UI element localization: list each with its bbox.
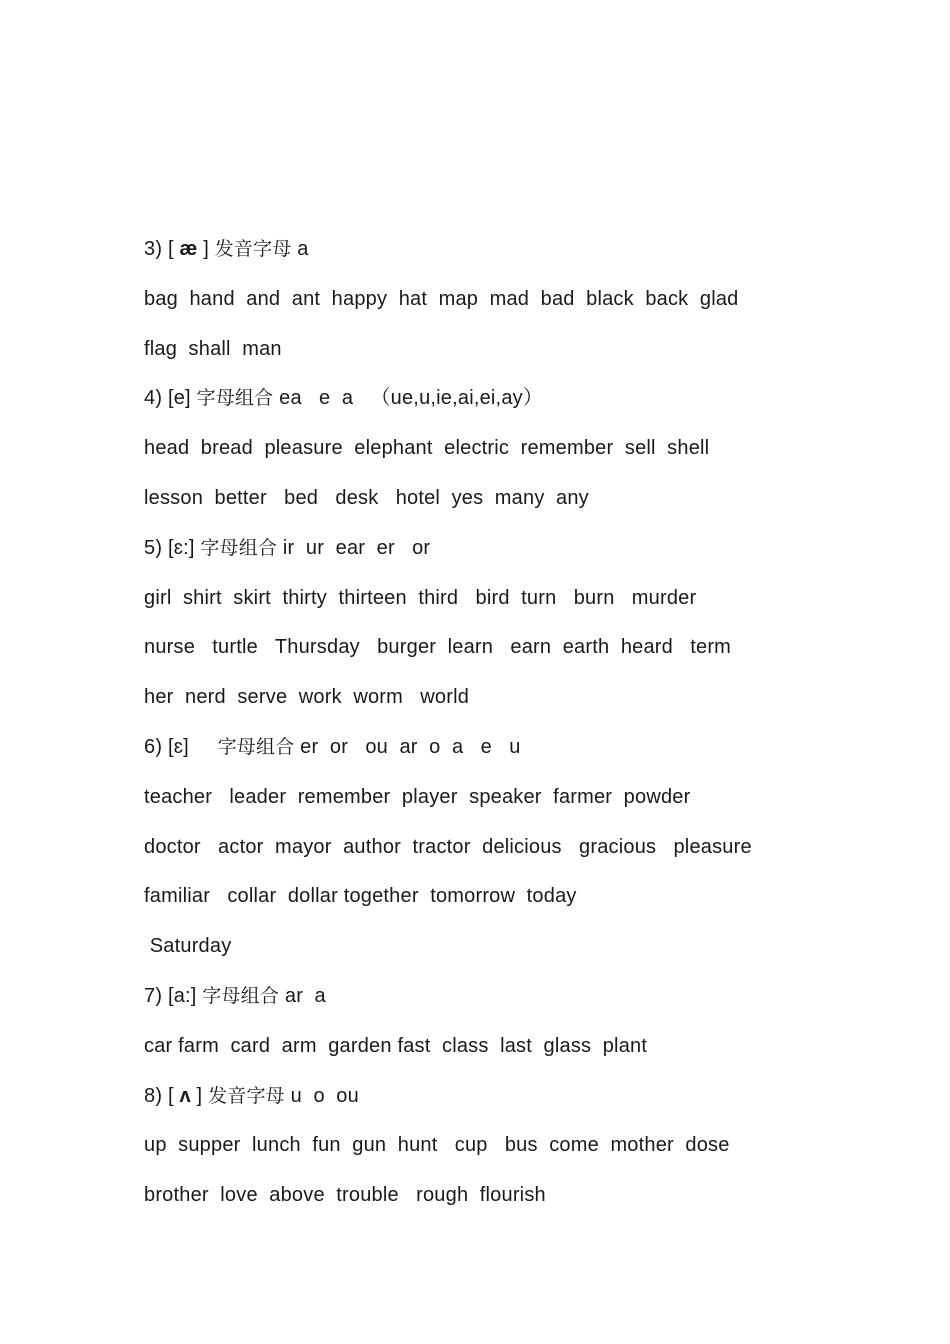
heading-letters: er or ou ar o a e u <box>294 735 521 758</box>
word-list-line: car farm card arm garden fast class last glass plant <box>144 1034 648 1057</box>
phonetic-symbol: æ <box>179 238 198 260</box>
word-list-line: head bread pleasure elephant electric remember sell shell <box>144 437 710 460</box>
document-page <box>144 230 844 1226</box>
section-heading-5 <box>144 529 844 579</box>
phonetic-symbol: ʌ <box>179 1084 191 1107</box>
word-list-line: Saturday <box>144 935 232 958</box>
heading-bracket: ] <box>190 1084 209 1107</box>
word-list-line: girl shirt skirt thirty thirteen third bird turn burn murder <box>144 586 697 609</box>
heading-prefix: 5) [ɛ:] <box>144 536 201 559</box>
word-list-line: doctor actor mayor author tractor delicious gracious pleasure <box>144 835 752 858</box>
heading-letters: ir ur ear er or <box>277 536 431 559</box>
section-heading-3 <box>144 230 844 280</box>
heading-prefix: 3) [ <box>144 238 180 260</box>
heading-letters: ea e a （ue,u,ie,ai,ei,ay） <box>273 387 544 410</box>
word-list-line: flag shall man <box>144 337 282 360</box>
heading-letters: a <box>291 238 309 260</box>
word-list-line: lesson better bed desk hotel yes many any <box>144 486 589 509</box>
word-list-line: familiar collar dollar together tomorrow today <box>144 885 577 908</box>
heading-letters: ar a <box>279 984 326 1007</box>
heading-bracket: ] <box>197 238 215 260</box>
heading-prefix: 8) [ <box>144 1084 180 1107</box>
heading-cjk-label: 发音字母 <box>214 238 292 260</box>
section-heading-6 <box>144 728 844 778</box>
heading-cjk-label: 字母组合 <box>217 735 295 758</box>
word-list-line: teacher leader remember player speaker farmer powder <box>144 785 691 808</box>
heading-prefix: 7) [a:] <box>144 984 203 1007</box>
heading-prefix: 4) [e] <box>144 387 197 410</box>
heading-cjk-label: 字母组合 <box>196 387 274 410</box>
word-list-line: up supper lunch fun gun hunt cup bus come mother dose <box>144 1134 730 1157</box>
word-list-line: her nerd serve work worm world <box>144 686 470 709</box>
section-heading-7 <box>144 977 844 1027</box>
word-list-line: bag hand and ant happy hat map mad bad black back glad <box>144 287 739 310</box>
word-list-line: nurse turtle Thursday burger learn earn earth heard term <box>144 636 732 659</box>
section-heading-4 <box>144 379 844 429</box>
section-heading-8 <box>144 1077 844 1127</box>
heading-cjk-label: 字母组合 <box>200 536 278 559</box>
word-list-line: brother love above trouble rough flourish <box>144 1184 546 1207</box>
heading-prefix: 6) [ɛ] <box>144 735 218 758</box>
heading-cjk-label: 字母组合 <box>202 984 280 1007</box>
heading-letters: u o ou <box>284 1084 359 1107</box>
heading-cjk-label: 发音字母 <box>208 1084 285 1107</box>
